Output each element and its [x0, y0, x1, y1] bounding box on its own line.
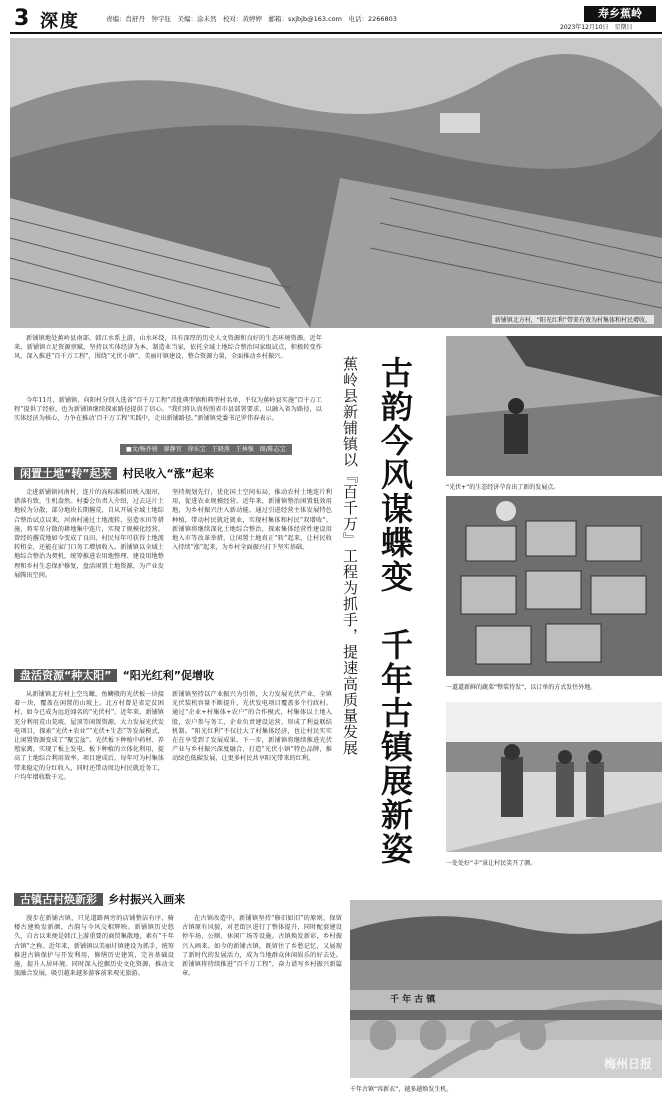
- section-3-title: 乡村振兴入画来: [108, 893, 186, 906]
- page-header: [0, 0, 672, 30]
- aerial-illustration: [10, 38, 662, 328]
- bridge-photo: [350, 900, 662, 1078]
- page-number: 3: [14, 6, 30, 31]
- headline-subtitle: 蕉岭县新铺镇以『百千万』工程为抓手，提速高质量发展: [341, 356, 359, 756]
- solar-farmer-illustration: [446, 336, 662, 476]
- section-2-tag: 盘活资源“种太阳”: [14, 669, 117, 682]
- section-3-col-1: 漫步在新铺古镇，只见道路两旁的店铺整洁有序，骑楼古建焕发新颜，古韵与今风交相辉映。新铺镇历史悠久，自古以来便是韩江上游重要的商贸集散地，素有“千年古镇”之称。近年来，新铺镇以美丽圩镇建设为抓手，统筹推进古镇保护与开发利用，修缮历史建筑，完善基础设施，提升人居环境。同时深入挖掘历史文化资源，推动文旅融合发展，吸引越来越多游客前来观光旅游。: [14, 915, 174, 978]
- header-rule: [10, 32, 662, 34]
- vegetables-illustration: [446, 496, 662, 676]
- section-title: 深度: [40, 11, 80, 32]
- bridge-caption: 千年古镇“容新衣”，越多越焕发生机。: [350, 1086, 453, 1093]
- newspaper-watermark: 梅州日报: [603, 1057, 652, 1071]
- solar-farmer-photo: [446, 336, 662, 476]
- intro-paragraph-1: 新铺镇地处蕉岭县南部，韩江水系上游，山水环绕，具有深厚的历史人文资源和良好的生态环境资源。近年来，新铺镇立足资源禀赋，坚持以实体经济为本，制造业当家，依托全域土地综合整治国家级试点，积极转变作风，深入推进“百千万工程”，围绕“光伏小镇”、美丽圩镇建设，整合资源力量，全面推动乡村振兴。: [14, 335, 322, 361]
- bridge-banner-text: 千 年 古 镇: [390, 995, 436, 1005]
- bridge-illustration: [350, 900, 662, 1078]
- top-photo-caption: 新铺镇北方村，“阳光红利”带来有效为村集体和村民增收。: [492, 315, 654, 324]
- section-1-header: [14, 462, 214, 483]
- main-headline: 古韵今风谋蝶变 千年古镇展新姿: [376, 356, 414, 866]
- solar-farmer-caption: “光伏+”的生态经济孕育出了新的发展点。: [446, 484, 560, 491]
- section-2-col-1: 从新铺镇北方村上空鸟瞰，鱼鳞般的光伏板一块接着一块，覆盖在闲置的山坡上。北方村曾是省定贫困村，如今已成为远近闻名的“光伏村”。近年来，新铺镇充分利用荒山荒坡、屋顶等闲置资源，大力发展光伏发电项目，探索“光伏+农业”“光伏+生态”等发展模式，让闲置资源变成了“聚宝盆”。光伏板下种植中药材、养殖家禽，实现了板上发电、板下种植的立体化利用，提高了土地综合利用效率。项目建成后，每年可为村集体带来稳定的分红收入，同时还带动周边村民就近务工，户均年增收数千元。: [14, 691, 164, 781]
- section-1-tag: 闲置土地“转”起来: [14, 467, 117, 480]
- vegetables-photo: [446, 496, 662, 676]
- section-2-title: “阳光红利”促增收: [122, 669, 215, 682]
- section-1-title: 村民收入“涨”起来: [122, 467, 215, 480]
- top-aerial-photo: [10, 38, 662, 328]
- vegetables-caption: 一道道新鲜的蔬菜“整装待发”，以订单的方式发往外地。: [446, 684, 597, 691]
- editor-meta: 责编：肖舒丹 钟宇钰 美编：涂未然 校对：黄婷婷 邮箱：sxjbjb@163.com 电话：2266803: [106, 15, 397, 23]
- section-3-header: [14, 888, 185, 909]
- section-1-col-1: 走进新铺镇河南村，连片的高标准稻田映入眼帘，错落有致，生机盎然。村委会负责人介绍，过去这片土地较为分散，部分地块长期撂荒，自从开展全域土地综合整治试点以来，河南村通过土地流转、垦造水田等措施，将零星分散的耕地集中连片，实现了规模化经营。曾经的撂荒地如今变成了良田，村民每年可获得土地流转租金，还能在家门口务工增加收入。新铺镇以全域土地综合整治为契机，统筹推进农用地整理、建设用地整理和乡村生态保护修复，盘活闲置土地资源，为产业发展腾出空间。: [14, 489, 164, 579]
- villagers-photo: [446, 702, 662, 852]
- villagers-illustration: [446, 702, 662, 852]
- issue-date: 2023年12月10日 星期日: [560, 24, 633, 31]
- intro-byline: ■文/杨乔骏 廖静宜 徐东宝 王晓燕 王林强 图/陈志宝: [120, 444, 292, 455]
- section-3-tag: 古镇古村焕新彩: [14, 893, 103, 906]
- section-3-col-2: 在古镇改造中，新铺镇坚持“修旧如旧”的原则，保留古镇原有风貌，对老街区进行了整体提升，同时配套建设停车场、公厕、休闲广场等设施。古镇焕发新彩，乡村振兴入画来。如今的新铺古镇，既留住了乡愁记忆，又展现了新时代的发展活力，成为当地群众休闲娱乐的好去处。新铺镇将持续推进“百千万工程”，奋力谱写乡村振兴新篇章。: [182, 915, 342, 978]
- section-2-col-2: 新铺镇坚持以产业振兴为引领，大力发展光伏产业，全镇光伏装机容量不断提升，光伏发电项目覆盖多个行政村。通过“企业+村集体+农户”的合作模式，村集体以土地入股，农户参与务工，企业负责建设运营，形成了利益联结机制。“阳光红利”不仅壮大了村集体经济，也让村民实实在在享受到了发展成果。下一步，新铺镇将继续推进光伏产业与乡村振兴深度融合，打造“光伏小镇”特色品牌，推动绿色低碳发展，让更多村民共享阳光带来的红利。: [172, 691, 332, 763]
- section-1-col-2: 坚持规划先行，优化国土空间布局，推动农村土地连片利用，促进农业规模经营。近年来，新铺镇整治闲置低效用地，为乡村振兴注入新动能。通过引进经营主体发展特色种植，带动村民就近就业，实现村集体和村民“双增收”。新铺镇将继续深化土地综合整治，探索集体经营性建设用地入市等改革举措，让闲置土地真正“转”起来，让村民收入持续“涨”起来，为乡村全面振兴打下坚实基础。: [172, 489, 332, 552]
- villagers-caption: 一处处好“丰”景让村民笑开了颜。: [446, 860, 537, 867]
- paper-brand: 寿乡蕉岭: [584, 6, 656, 22]
- intro-paragraph-2: 今年11月，新铺镇、向阳村分别入选省“百千万工程”首批典型镇和典型村名单，不仅为蕉岭县实施“百千万工程”提供了经验，也为新铺镇继续探索路径提供了信心。“我们将认真按照省市县部署要求，以融入省为路径，以实体经济为核心，力争在推动‘百千万工程’实践中，走出新铺路径。”新铺镇党委书记罗伟春表示。: [14, 397, 322, 423]
- section-2-header: [14, 664, 214, 685]
